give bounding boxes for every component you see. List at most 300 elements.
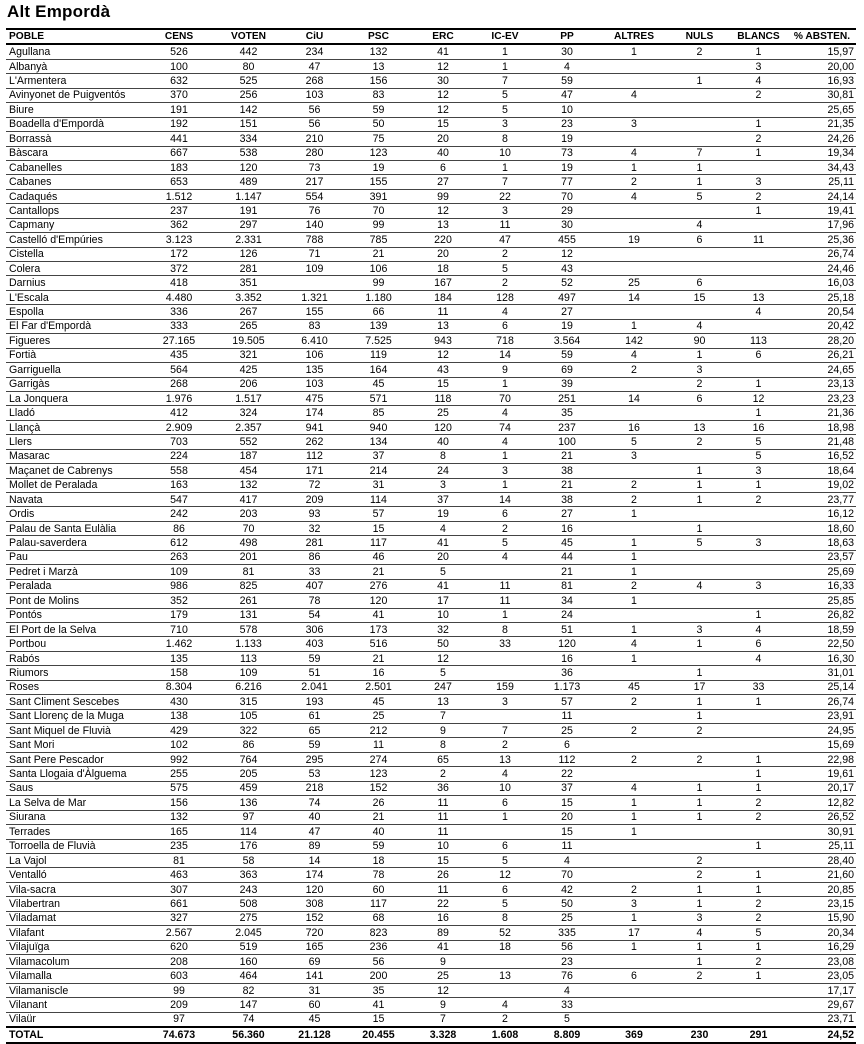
cell-pp: 59: [536, 348, 598, 362]
cell-blancs: 4: [729, 74, 788, 88]
cell-cens: 163: [145, 478, 213, 492]
cell-poble: Vila-sacra: [6, 882, 145, 896]
cell-erc: 5: [412, 666, 474, 680]
column-header-pp: PP: [536, 29, 598, 44]
cell-cens: 362: [145, 218, 213, 232]
cell-abstencio: 25,65: [788, 103, 856, 117]
cell-ciu: 155: [284, 305, 345, 319]
cell-psc: 21: [345, 651, 412, 665]
table-row: [6, 204, 856, 218]
cell-abstencio: 25,85: [788, 594, 856, 608]
cell-pp: 39: [536, 377, 598, 391]
cell-ciu: 140: [284, 218, 345, 232]
cell-altres: 4: [598, 189, 670, 203]
cell-nuls: [670, 132, 729, 146]
cell-pp: 112: [536, 752, 598, 766]
cell-psc: 173: [345, 622, 412, 636]
table-row: [6, 796, 856, 810]
cell-voten: 2.357: [213, 420, 284, 434]
cell-altres: 1: [598, 810, 670, 824]
cell-nuls: 6: [670, 233, 729, 247]
cell-cens: 192: [145, 117, 213, 131]
cell-erc: 3: [412, 478, 474, 492]
cell-ciu: 45: [284, 1012, 345, 1027]
cell-voten: 256: [213, 88, 284, 102]
cell-icev: 5: [474, 88, 536, 102]
cell-blancs: 2: [729, 132, 788, 146]
cell-psc: 940: [345, 420, 412, 434]
cell-nuls: [670, 608, 729, 622]
cell-icev: [474, 709, 536, 723]
cell-nuls: [670, 594, 729, 608]
cell-altres: [598, 738, 670, 752]
cell-cens: 235: [145, 839, 213, 853]
cell-erc: 22: [412, 897, 474, 911]
cell-voten: 6.216: [213, 680, 284, 694]
cell-cens: 370: [145, 88, 213, 102]
cell-icev: 1: [474, 478, 536, 492]
cell-ciu: 73: [284, 160, 345, 174]
cell-cens: 632: [145, 74, 213, 88]
cell-nuls: 1: [670, 478, 729, 492]
cell-psc: 156: [345, 74, 412, 88]
cell-blancs: 1: [729, 882, 788, 896]
cell-cens: 327: [145, 911, 213, 925]
table-row: [6, 305, 856, 319]
cell-erc: 26: [412, 868, 474, 882]
cell-blancs: 3: [729, 175, 788, 189]
cell-icev: 47: [474, 233, 536, 247]
cell-abstencio: 20,17: [788, 781, 856, 795]
cell-psc: 117: [345, 536, 412, 550]
cell-nuls: 4: [670, 579, 729, 593]
cell-pp: 76: [536, 969, 598, 983]
cell-erc: 16: [412, 911, 474, 925]
cell-cens: 208: [145, 955, 213, 969]
cell-nuls: 1: [670, 695, 729, 709]
total-nuls: 230: [670, 1027, 729, 1042]
table-row: [6, 175, 856, 189]
cell-erc: 12: [412, 348, 474, 362]
cell-voten: 131: [213, 608, 284, 622]
column-header-cens: CENS: [145, 29, 213, 44]
table-row: [6, 839, 856, 853]
cell-poble: Fortià: [6, 348, 145, 362]
cell-nuls: 1: [670, 709, 729, 723]
table-row: [6, 680, 856, 694]
cell-poble: Sant Climent Sescebes: [6, 695, 145, 709]
cell-cens: 653: [145, 175, 213, 189]
cell-abstencio: 20,00: [788, 59, 856, 73]
cell-blancs: 13: [729, 290, 788, 304]
cell-psc: 274: [345, 752, 412, 766]
cell-poble: Cabanes: [6, 175, 145, 189]
cell-erc: 10: [412, 608, 474, 622]
cell-poble: Peralada: [6, 579, 145, 593]
cell-blancs: 6: [729, 637, 788, 651]
cell-pp: 33: [536, 998, 598, 1012]
cell-altres: 4: [598, 637, 670, 651]
cell-blancs: 1: [729, 969, 788, 983]
cell-cens: 3.123: [145, 233, 213, 247]
table-row: [6, 637, 856, 651]
cell-abstencio: 28,40: [788, 853, 856, 867]
cell-nuls: 3: [670, 911, 729, 925]
cell-abstencio: 16,03: [788, 276, 856, 290]
cell-ciu: 141: [284, 969, 345, 983]
cell-icev: 7: [474, 74, 536, 88]
cell-altres: 4: [598, 88, 670, 102]
cell-icev: 10: [474, 146, 536, 160]
cell-cens: 547: [145, 493, 213, 507]
cell-cens: 575: [145, 781, 213, 795]
cell-poble: Masarac: [6, 449, 145, 463]
cell-altres: 6: [598, 969, 670, 983]
cell-pp: 23: [536, 117, 598, 131]
cell-poble: Garrigàs: [6, 377, 145, 391]
cell-erc: 15: [412, 377, 474, 391]
cell-poble: Espolla: [6, 305, 145, 319]
cell-nuls: 1: [670, 637, 729, 651]
cell-poble: Saus: [6, 781, 145, 795]
cell-voten: 187: [213, 449, 284, 463]
cell-icev: 3: [474, 464, 536, 478]
cell-voten: 74: [213, 1012, 284, 1027]
cell-icev: 6: [474, 507, 536, 521]
cell-altres: 4: [598, 146, 670, 160]
table-row: [6, 983, 856, 997]
cell-voten: 489: [213, 175, 284, 189]
cell-altres: 4: [598, 781, 670, 795]
cell-icev: [474, 825, 536, 839]
cell-voten: 136: [213, 796, 284, 810]
cell-icev: 8: [474, 911, 536, 925]
cell-cens: 172: [145, 247, 213, 261]
cell-ciu: 53: [284, 767, 345, 781]
cell-blancs: [729, 247, 788, 261]
cell-abstencio: 16,93: [788, 74, 856, 88]
cell-nuls: [670, 449, 729, 463]
table-row: [6, 536, 856, 550]
cell-nuls: 1: [670, 74, 729, 88]
cell-cens: 81: [145, 853, 213, 867]
column-header-erc: ERC: [412, 29, 474, 44]
table-row: [6, 262, 856, 276]
cell-nuls: 3: [670, 363, 729, 377]
cell-erc: 12: [412, 651, 474, 665]
cell-blancs: 5: [729, 926, 788, 940]
cell-poble: Cadaqués: [6, 189, 145, 203]
table-row: [6, 853, 856, 867]
cell-pp: 34: [536, 594, 598, 608]
cell-nuls: [670, 88, 729, 102]
cell-nuls: 1: [670, 175, 729, 189]
cell-altres: 1: [598, 796, 670, 810]
cell-icev: 5: [474, 897, 536, 911]
cell-blancs: 1: [729, 752, 788, 766]
cell-blancs: [729, 724, 788, 738]
cell-psc: 11: [345, 738, 412, 752]
cell-icev: 1: [474, 608, 536, 622]
cell-voten: 19.505: [213, 334, 284, 348]
cell-poble: Vilamacolum: [6, 955, 145, 969]
cell-abstencio: 30,81: [788, 88, 856, 102]
cell-cens: 268: [145, 377, 213, 391]
cell-pp: 15: [536, 825, 598, 839]
cell-cens: 612: [145, 536, 213, 550]
cell-altres: 2: [598, 695, 670, 709]
cell-poble: Vilanant: [6, 998, 145, 1012]
cell-ciu: 475: [284, 391, 345, 405]
cell-pp: 4: [536, 853, 598, 867]
cell-abstencio: 25,14: [788, 680, 856, 694]
cell-icev: 2: [474, 738, 536, 752]
cell-icev: [474, 666, 536, 680]
cell-erc: 15: [412, 117, 474, 131]
cell-cens: 191: [145, 103, 213, 117]
cell-poble: Vilajuïga: [6, 940, 145, 954]
cell-poble: Lladó: [6, 406, 145, 420]
cell-abstencio: 30,91: [788, 825, 856, 839]
cell-ciu: 51: [284, 666, 345, 680]
table-row: [6, 406, 856, 420]
cell-psc: 35: [345, 983, 412, 997]
cell-erc: 12: [412, 204, 474, 218]
header-row: [6, 29, 856, 44]
cell-voten: 82: [213, 983, 284, 997]
cell-abstencio: 23,71: [788, 1012, 856, 1027]
cell-psc: 50: [345, 117, 412, 131]
cell-abstencio: 23,08: [788, 955, 856, 969]
cell-voten: 203: [213, 507, 284, 521]
cell-altres: [598, 132, 670, 146]
table-row: [6, 868, 856, 882]
cell-poble: Torroella de Fluvià: [6, 839, 145, 853]
cell-ciu: 31: [284, 983, 345, 997]
table-row: [6, 622, 856, 636]
cell-blancs: [729, 363, 788, 377]
cell-voten: 243: [213, 882, 284, 896]
cell-blancs: [729, 738, 788, 752]
cell-abstencio: 18,63: [788, 536, 856, 550]
cell-psc: 99: [345, 218, 412, 232]
cell-blancs: 33: [729, 680, 788, 694]
cell-nuls: 4: [670, 218, 729, 232]
table-row: [6, 160, 856, 174]
cell-poble: El Far d'Empordà: [6, 319, 145, 333]
cell-altres: [598, 767, 670, 781]
cell-voten: 281: [213, 262, 284, 276]
cell-ciu: 106: [284, 348, 345, 362]
cell-pp: 15: [536, 796, 598, 810]
cell-cens: 661: [145, 897, 213, 911]
table-row: [6, 926, 856, 940]
cell-ciu: 1.321: [284, 290, 345, 304]
cell-psc: 123: [345, 767, 412, 781]
cell-icev: 13: [474, 752, 536, 766]
cell-icev: 5: [474, 536, 536, 550]
cell-altres: 1: [598, 940, 670, 954]
table-row: [6, 969, 856, 983]
cell-blancs: 6: [729, 348, 788, 362]
cell-abstencio: 15,90: [788, 911, 856, 925]
cell-psc: 21: [345, 810, 412, 824]
cell-psc: 200: [345, 969, 412, 983]
cell-pp: 30: [536, 44, 598, 59]
cell-cens: 710: [145, 622, 213, 636]
cell-cens: 372: [145, 262, 213, 276]
cell-blancs: 1: [729, 608, 788, 622]
cell-nuls: [670, 406, 729, 420]
cell-pp: 69: [536, 363, 598, 377]
cell-altres: 1: [598, 594, 670, 608]
table-row: [6, 955, 856, 969]
cell-pp: 45: [536, 536, 598, 550]
cell-pp: 73: [536, 146, 598, 160]
cell-poble: Navata: [6, 493, 145, 507]
cell-voten: 109: [213, 666, 284, 680]
cell-nuls: [670, 767, 729, 781]
cell-erc: 41: [412, 536, 474, 550]
cell-pp: 100: [536, 435, 598, 449]
cell-poble: Biure: [6, 103, 145, 117]
cell-voten: 1.517: [213, 391, 284, 405]
cell-abstencio: 16,33: [788, 579, 856, 593]
cell-abstencio: 26,74: [788, 247, 856, 261]
cell-pp: 120: [536, 637, 598, 651]
cell-voten: 552: [213, 435, 284, 449]
cell-altres: 3: [598, 897, 670, 911]
cell-blancs: 2: [729, 493, 788, 507]
cell-ciu: 174: [284, 406, 345, 420]
total-abstencio: 24,52: [788, 1027, 856, 1042]
cell-icev: 6: [474, 319, 536, 333]
cell-icev: 14: [474, 493, 536, 507]
table-row: [6, 752, 856, 766]
cell-nuls: 2: [670, 44, 729, 59]
cell-altres: [598, 983, 670, 997]
cell-pp: 11: [536, 709, 598, 723]
cell-erc: 13: [412, 695, 474, 709]
cell-pp: 47: [536, 88, 598, 102]
cell-abstencio: 25,11: [788, 839, 856, 853]
cell-erc: 17: [412, 594, 474, 608]
cell-cens: 165: [145, 825, 213, 839]
cell-icev: 2: [474, 247, 536, 261]
cell-poble: Portbou: [6, 637, 145, 651]
table-row: [6, 651, 856, 665]
cell-pp: 23: [536, 955, 598, 969]
cell-cens: 986: [145, 579, 213, 593]
cell-altres: 16: [598, 420, 670, 434]
cell-cens: 441: [145, 132, 213, 146]
cell-altres: 3: [598, 449, 670, 463]
cell-psc: 56: [345, 955, 412, 969]
cell-poble: Sant Pere Pescador: [6, 752, 145, 766]
cell-voten: 2.331: [213, 233, 284, 247]
cell-altres: [598, 1012, 670, 1027]
column-header-poble: POBLE: [6, 29, 145, 44]
cell-pp: 29: [536, 204, 598, 218]
table-row: [6, 233, 856, 247]
cell-abstencio: 16,29: [788, 940, 856, 954]
cell-ciu: 32: [284, 521, 345, 535]
table-row: [6, 709, 856, 723]
table-row: [6, 189, 856, 203]
cell-voten: 321: [213, 348, 284, 362]
cell-nuls: [670, 983, 729, 997]
cell-voten: 322: [213, 724, 284, 738]
cell-pp: 251: [536, 391, 598, 405]
cell-altres: [598, 247, 670, 261]
cell-icev: 70: [474, 391, 536, 405]
cell-erc: 5: [412, 565, 474, 579]
cell-psc: 516: [345, 637, 412, 651]
cell-ciu: 295: [284, 752, 345, 766]
cell-psc: 66: [345, 305, 412, 319]
table-row: [6, 348, 856, 362]
cell-blancs: 2: [729, 897, 788, 911]
cell-poble: Castelló d'Empúries: [6, 233, 145, 247]
cell-pp: 12: [536, 247, 598, 261]
cell-nuls: 4: [670, 319, 729, 333]
total-pp: 8.809: [536, 1027, 598, 1042]
cell-blancs: 1: [729, 868, 788, 882]
cell-poble: La Vajol: [6, 853, 145, 867]
cell-ciu: 72: [284, 478, 345, 492]
table-row: [6, 146, 856, 160]
cell-erc: 19: [412, 507, 474, 521]
table-row: [6, 608, 856, 622]
cell-icev: 718: [474, 334, 536, 348]
total-cens: 74.673: [145, 1027, 213, 1042]
cell-poble: Mollet de Peralada: [6, 478, 145, 492]
cell-psc: 78: [345, 868, 412, 882]
cell-pp: 27: [536, 507, 598, 521]
cell-pp: 19: [536, 319, 598, 333]
cell-poble: Palau-saverdera: [6, 536, 145, 550]
cell-poble: Vilabertran: [6, 897, 145, 911]
cell-pp: 3.564: [536, 334, 598, 348]
cell-abstencio: 23,23: [788, 391, 856, 405]
table-row: [6, 44, 856, 59]
cell-abstencio: 20,54: [788, 305, 856, 319]
table-row: [6, 666, 856, 680]
cell-poble: Cistella: [6, 247, 145, 261]
cell-ciu: 308: [284, 897, 345, 911]
cell-icev: 4: [474, 767, 536, 781]
cell-voten: 275: [213, 911, 284, 925]
cell-cens: 1.462: [145, 637, 213, 651]
total-row: [6, 1027, 856, 1042]
cell-erc: 120: [412, 420, 474, 434]
cell-cens: 463: [145, 868, 213, 882]
table-row: [6, 290, 856, 304]
cell-ciu: 93: [284, 507, 345, 521]
table-row: [6, 449, 856, 463]
cell-voten: 113: [213, 651, 284, 665]
cell-nuls: 1: [670, 955, 729, 969]
cell-icev: 159: [474, 680, 536, 694]
cell-icev: 4: [474, 550, 536, 564]
cell-ciu: 78: [284, 594, 345, 608]
cell-poble: Garriguella: [6, 363, 145, 377]
cell-altres: 1: [598, 536, 670, 550]
cell-abstencio: 18,98: [788, 420, 856, 434]
cell-icev: 2: [474, 1012, 536, 1027]
election-results-table: [6, 28, 856, 1044]
cell-cens: 86: [145, 521, 213, 535]
